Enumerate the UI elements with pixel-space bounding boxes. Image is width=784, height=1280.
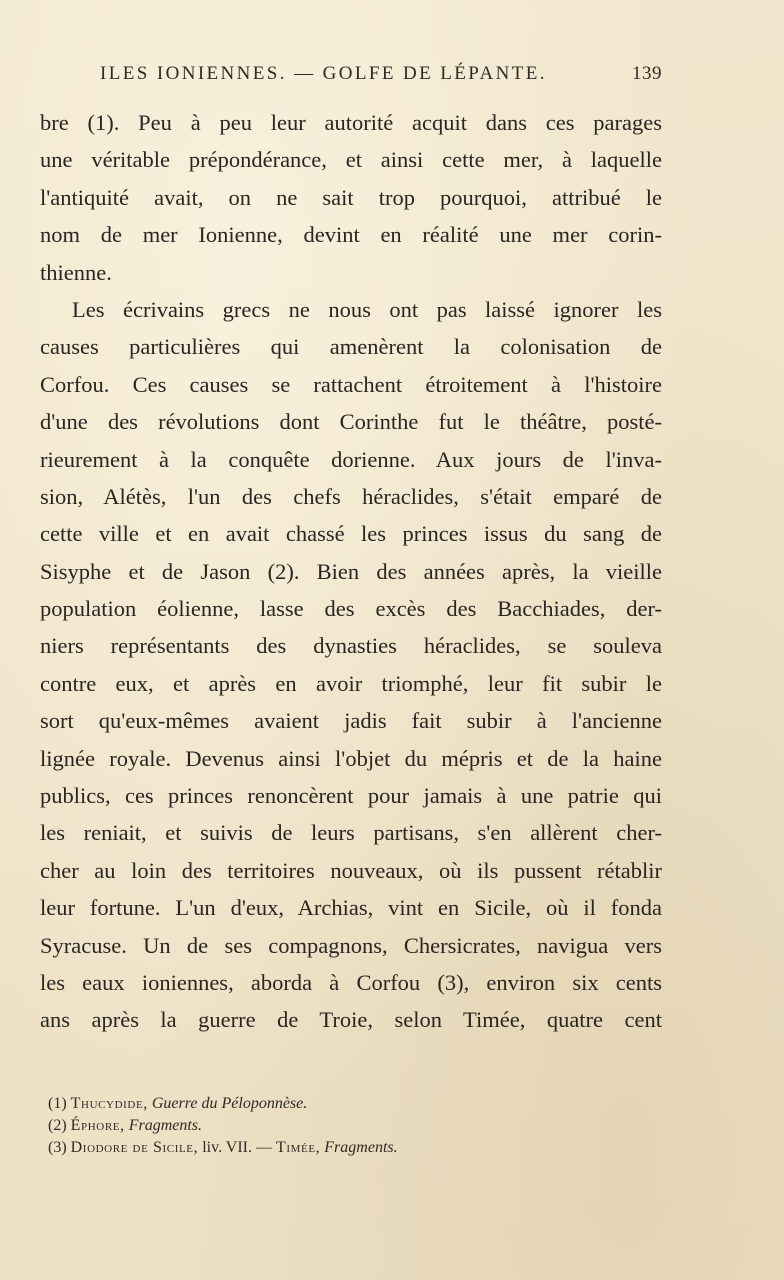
text-line: rieurement à la conquête dorienne. Aux jours de l'inva- xyxy=(40,446,662,472)
text-line: Syracuse. Un de ses compagnons, Chersicrates, navigua vers xyxy=(40,932,662,958)
footnote-author: Thucydide, xyxy=(70,1095,148,1112)
footnote-work: Guerre du Péloponnèse. xyxy=(151,1095,308,1112)
text-line: sort qu'eux-mêmes avaient jadis fait subir à l'ancienne xyxy=(40,708,662,734)
text-line: lignée royale. Devenus ainsi l'objet du mépris et de la haine xyxy=(40,745,662,771)
running-head xyxy=(100,63,662,91)
text-line: l'antiquité avait, on ne sait trop pourquoi, attribué le xyxy=(40,184,662,210)
text-line: d'une des révolutions dont Corinthe fut le théâtre, posté- xyxy=(40,409,662,435)
text-line: bre (1). Peu à peu leur autorité acquit dans ces parages xyxy=(40,110,662,135)
text-line: cette ville et en avait chassé les princes issus du sang de xyxy=(40,521,662,547)
text-line: causes particulières qui amenèrent la colonisation de xyxy=(40,334,662,360)
text-line: publics, ces princes renoncèrent pour jamais à une patrie qui xyxy=(40,783,662,809)
footnote-author-2: Timée, xyxy=(276,1139,321,1156)
text-line: Corfou. Ces causes se rattachent étroitement à l'histoire xyxy=(40,371,662,397)
page-number: 139 xyxy=(632,63,662,84)
footnote-author: Diodore de Sicile, xyxy=(70,1139,199,1156)
footnote-work: Fragments. xyxy=(128,1117,203,1134)
footnote-author: Éphore, xyxy=(70,1117,125,1134)
text-line: ans après la guerre de Troie, selon Timée, quatre cent xyxy=(40,1007,662,1033)
footnote-1 xyxy=(48,1093,548,1115)
text-line: les eaux ioniennes, aborda à Corfou (3), environ six cents xyxy=(40,969,662,995)
text-line: population éolienne, lasse des excès des Bacchiades, der- xyxy=(40,596,662,622)
footnote-2 xyxy=(48,1115,548,1137)
footnote-marker: (1) xyxy=(48,1095,67,1112)
text-line: Les écrivains grecs ne nous ont pas laissé ignorer les xyxy=(72,296,662,322)
footnote-extra: liv. VII. — xyxy=(202,1139,273,1156)
footnotes xyxy=(48,1093,548,1159)
text-line: Sisyphe et de Jason (2). Bien des années après, la vieille xyxy=(40,558,662,584)
text-line: nom de mer Ionienne, devint en réalité une mer corin- xyxy=(40,222,662,248)
text-line: cher au loin des territoires nouveaux, où ils pussent rétablir xyxy=(40,857,662,883)
running-head-title: ILES IONIENNES. — GOLFE DE LÉPANTE. xyxy=(100,63,547,84)
text-line: leur fortune. L'un d'eux, Archias, vint en Sicile, où il fonda xyxy=(40,895,662,921)
footnote-work: Fragments. xyxy=(324,1139,398,1156)
text-line: thienne. xyxy=(40,259,112,285)
text-line: une véritable prépondérance, et ainsi cette mer, à laquelle xyxy=(40,147,662,173)
text-line: niers représentants des dynasties héraclides, se souleva xyxy=(40,633,662,659)
footnote-3 xyxy=(48,1137,548,1159)
text-line: les reniait, et suivis de leurs partisans, s'en allèrent cher- xyxy=(40,820,662,846)
footnote-marker: (2) xyxy=(48,1117,67,1134)
body-text xyxy=(40,104,662,1039)
text-line: contre eux, et après en avoir triomphé, leur fit subir le xyxy=(40,670,662,696)
footnote-marker: (3) xyxy=(48,1139,67,1156)
text-line: sion, Alétès, l'un des chefs héraclides, s'était emparé de xyxy=(40,483,662,509)
